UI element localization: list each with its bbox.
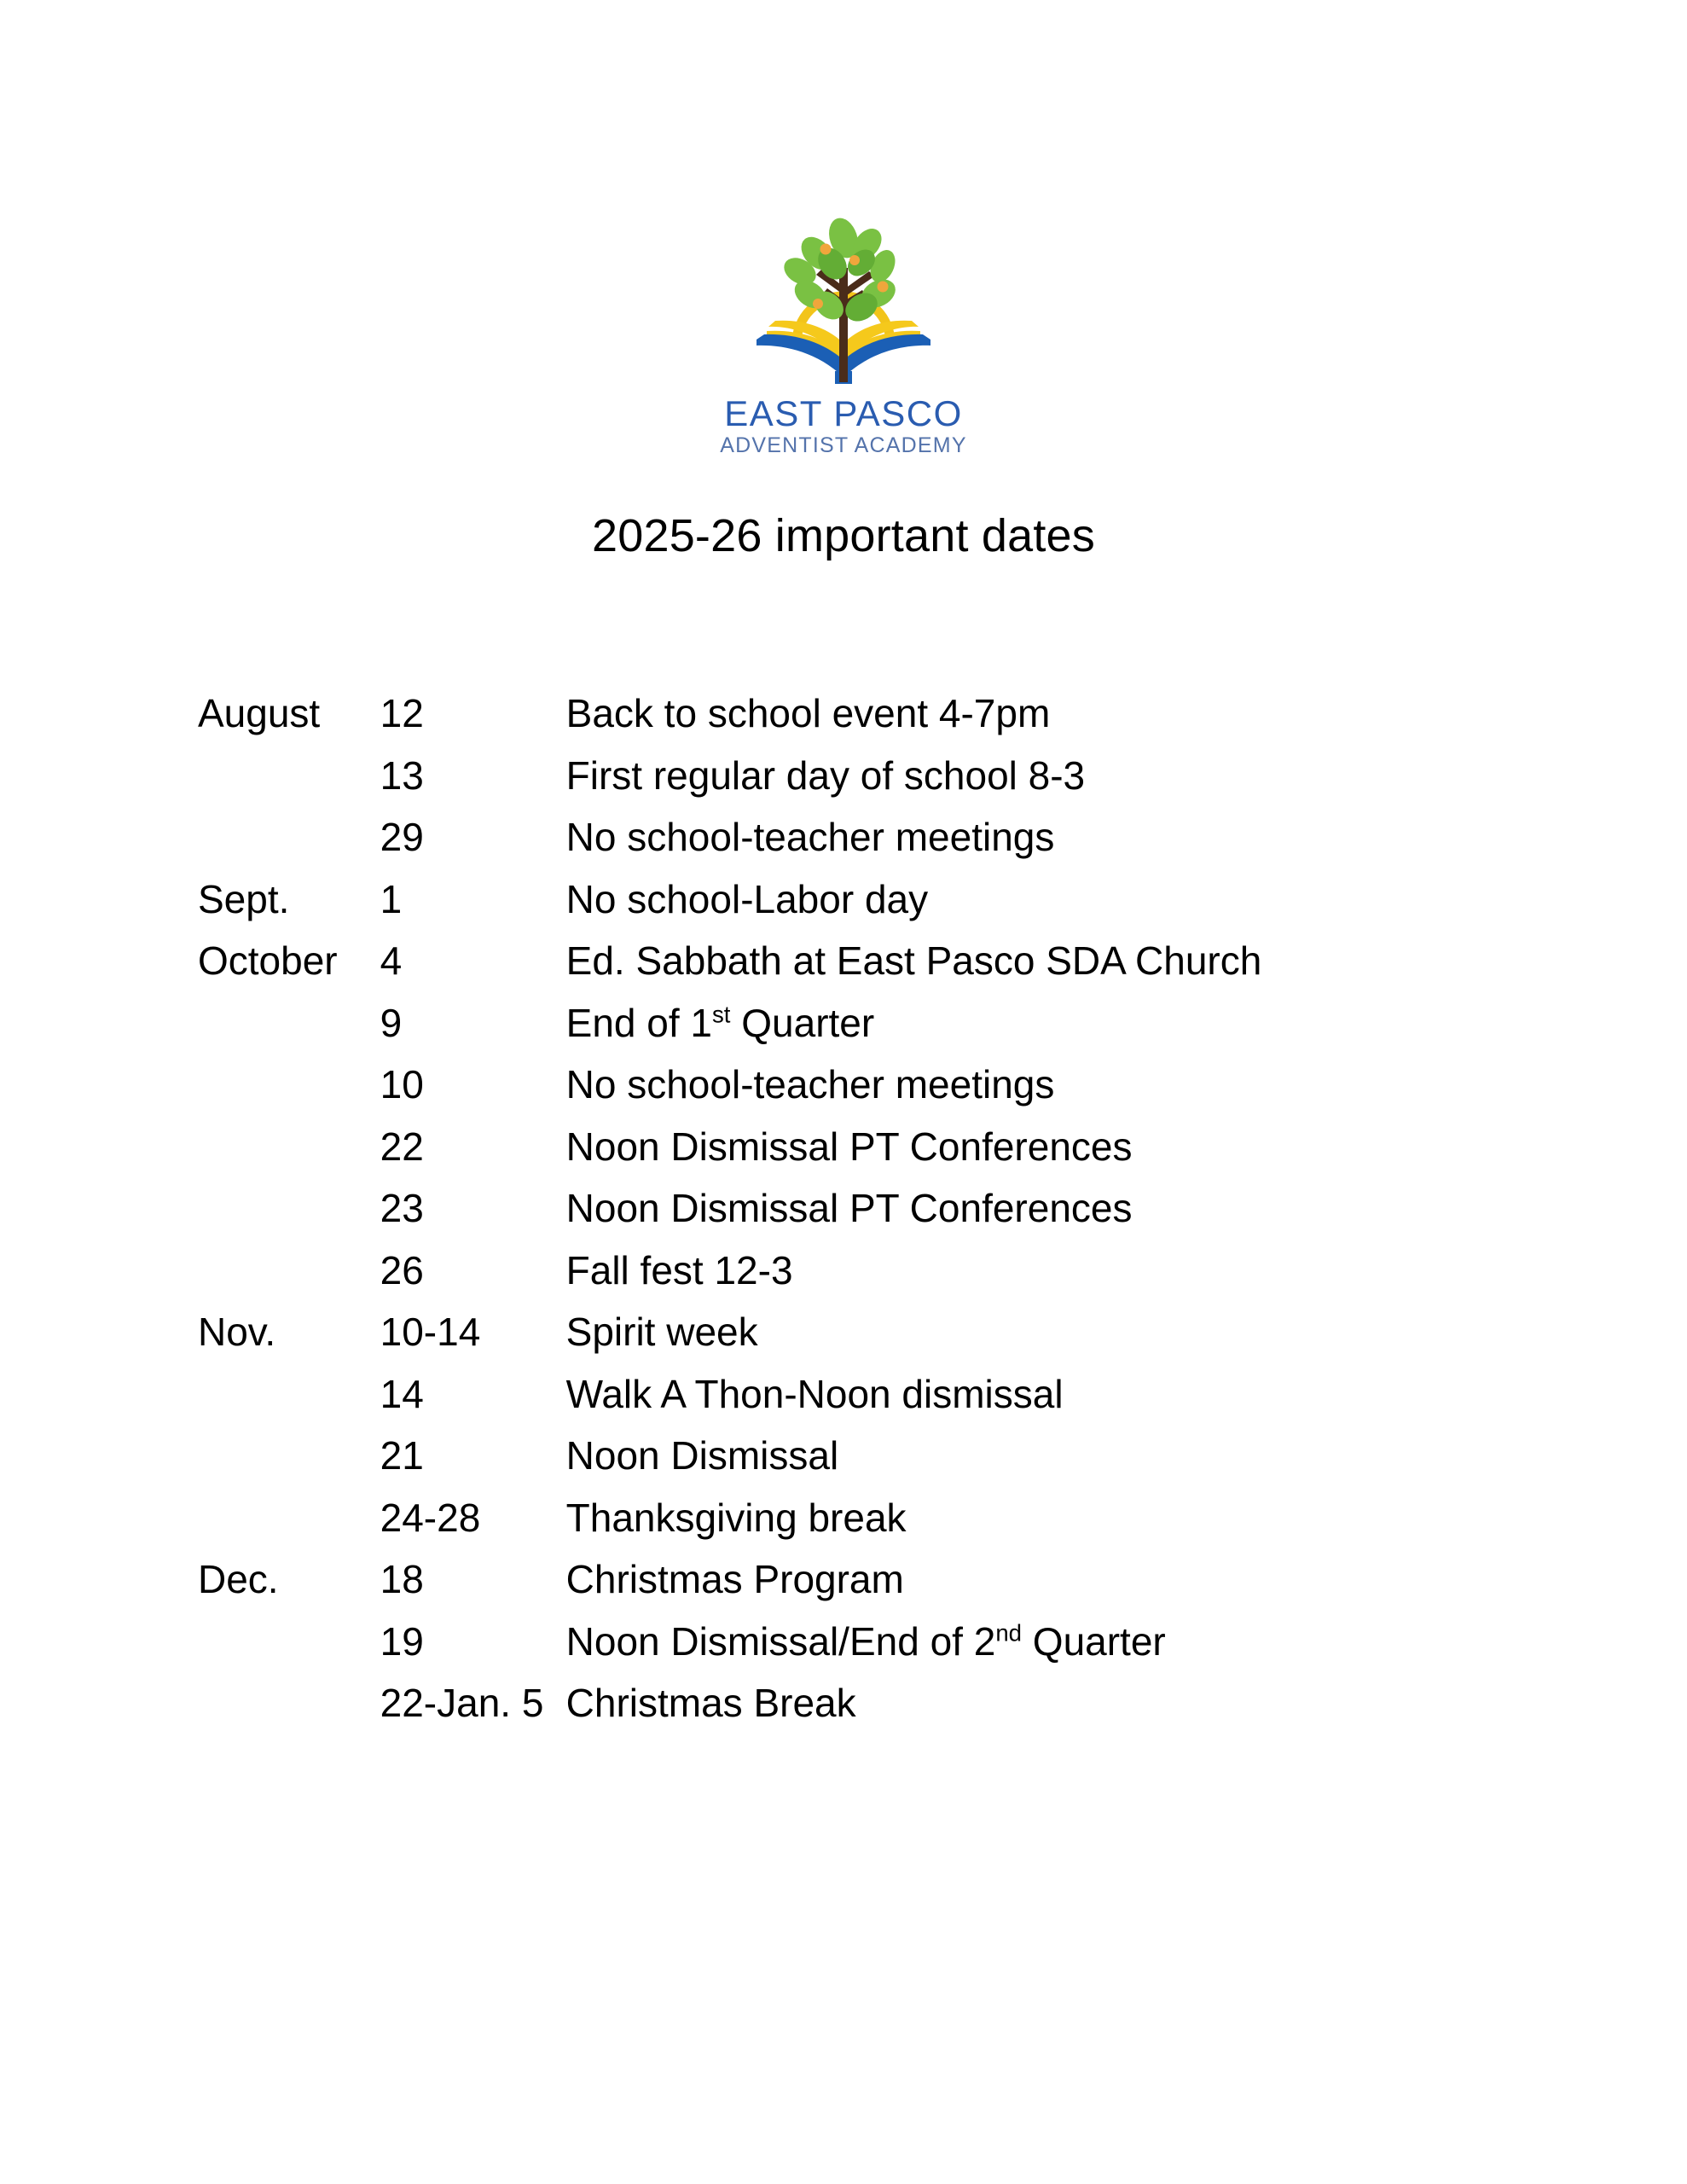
event-ordinal-suffix: st	[712, 1001, 731, 1028]
date-row-day: 23	[380, 1186, 424, 1231]
date-row-month	[198, 745, 338, 807]
table-row	[198, 745, 1562, 807]
event-text: Back to school event 4-7pm	[565, 691, 1051, 736]
event-text-tail: Quarter	[1022, 1618, 1166, 1664]
event-text: Noon Dismissal PT Conferences	[565, 1186, 1133, 1231]
event-text: Christmas Program	[565, 1557, 904, 1602]
date-row-month: Nov.	[198, 1310, 276, 1355]
event-text: Ed. Sabbath at East Pasco SDA Church	[565, 938, 1262, 984]
table-row	[198, 1363, 1562, 1426]
date-row-event	[566, 1487, 1562, 1549]
date-row-month	[198, 1177, 338, 1240]
date-row-day: 9	[380, 1000, 403, 1045]
table-row	[198, 1240, 1562, 1302]
table-row	[198, 806, 1562, 868]
table-row	[198, 1548, 1562, 1611]
date-row-day: 24-28	[380, 1495, 481, 1540]
event-text: Noon Dismissal/End of 2	[565, 1618, 996, 1664]
date-row-day: 4	[380, 938, 403, 984]
event-text: First regular day of school 8-3	[565, 752, 1086, 798]
school-logo	[0, 0, 1687, 456]
event-text: Christmas Break	[565, 1681, 856, 1726]
table-row	[198, 1054, 1562, 1116]
date-row-month	[198, 992, 338, 1054]
date-row-day: 10	[380, 1062, 424, 1107]
date-row-month	[198, 1363, 338, 1426]
table-row	[198, 1301, 1562, 1363]
date-row-month	[198, 1425, 338, 1487]
date-row-day: 19	[380, 1618, 424, 1664]
date-row-event	[566, 1240, 1562, 1302]
date-row-event	[566, 1054, 1562, 1116]
event-ordinal-suffix: nd	[995, 1619, 1023, 1647]
date-row-day: 21	[380, 1433, 424, 1478]
event-text: No school-teacher meetings	[565, 815, 1055, 860]
table-row	[198, 682, 1562, 745]
event-text: Noon Dismissal	[565, 1433, 839, 1478]
date-row-event	[566, 806, 1562, 868]
event-text: End of 1	[565, 1000, 712, 1045]
date-row-month	[198, 1672, 338, 1734]
table-row	[198, 1425, 1562, 1487]
date-row-month	[198, 1487, 338, 1549]
date-row-event	[566, 682, 1562, 745]
date-row-day: 29	[380, 815, 424, 860]
table-row	[198, 1116, 1562, 1178]
date-row-day: 12	[380, 691, 424, 736]
event-text: Spirit week	[565, 1310, 758, 1355]
event-text: Walk A Thon-Noon dismissal	[565, 1371, 1064, 1416]
date-row-month: Sept.	[198, 876, 290, 921]
date-row-month: August	[198, 691, 321, 736]
date-row-event	[566, 1425, 1562, 1487]
date-row-event	[566, 1301, 1562, 1363]
date-row-day: 10-14	[380, 1310, 481, 1355]
date-row-event	[566, 1177, 1562, 1240]
table-row	[198, 930, 1562, 992]
logo-school-name: EAST PASCO	[724, 393, 963, 433]
date-row-event	[566, 745, 1562, 807]
date-row-event	[566, 1363, 1562, 1426]
logo-emblem-icon	[716, 215, 971, 394]
date-row-month: Dec.	[198, 1557, 279, 1602]
table-body	[198, 682, 1562, 1734]
date-row-day: 18	[380, 1557, 424, 1602]
logo-wordmark	[720, 393, 967, 457]
date-row-month	[198, 1240, 338, 1302]
event-text: No school-teacher meetings	[565, 1062, 1055, 1107]
date-row-month	[198, 1611, 338, 1673]
event-text-tail: Quarter	[730, 1000, 875, 1045]
event-text: Fall fest 12-3	[565, 1247, 793, 1292]
date-row-event	[566, 1611, 1562, 1673]
table-row	[198, 1611, 1562, 1673]
date-row-day: 22-Jan. 5	[380, 1681, 544, 1726]
table-row	[198, 992, 1562, 1054]
table-row	[198, 1177, 1562, 1240]
event-text: Thanksgiving break	[565, 1495, 907, 1540]
date-row-day: 14	[380, 1371, 424, 1416]
date-row-day: 26	[380, 1247, 424, 1292]
date-row-month	[198, 1054, 338, 1116]
logo-school-subtitle: ADVENTIST ACADEMY	[720, 433, 967, 457]
date-row-event	[566, 992, 1562, 1054]
table-row	[198, 1487, 1562, 1549]
date-row-day: 13	[380, 752, 424, 798]
date-row-event	[566, 930, 1562, 992]
date-row-event	[566, 1672, 1562, 1734]
date-row-day: 1	[380, 876, 403, 921]
date-row-event	[566, 1548, 1562, 1611]
date-row-month	[198, 806, 338, 868]
date-row-month: October	[198, 938, 338, 984]
table-row	[198, 1672, 1562, 1734]
important-dates-table	[198, 682, 1562, 1734]
table-row	[198, 868, 1562, 931]
date-row-month	[198, 1116, 338, 1178]
date-row-day: 22	[380, 1124, 424, 1169]
page-title: 2025-26 important dates	[592, 510, 1095, 561]
date-row-event	[566, 868, 1562, 931]
event-text: No school-Labor day	[565, 876, 929, 921]
event-text: Noon Dismissal PT Conferences	[565, 1124, 1133, 1169]
date-row-event	[566, 1116, 1562, 1178]
